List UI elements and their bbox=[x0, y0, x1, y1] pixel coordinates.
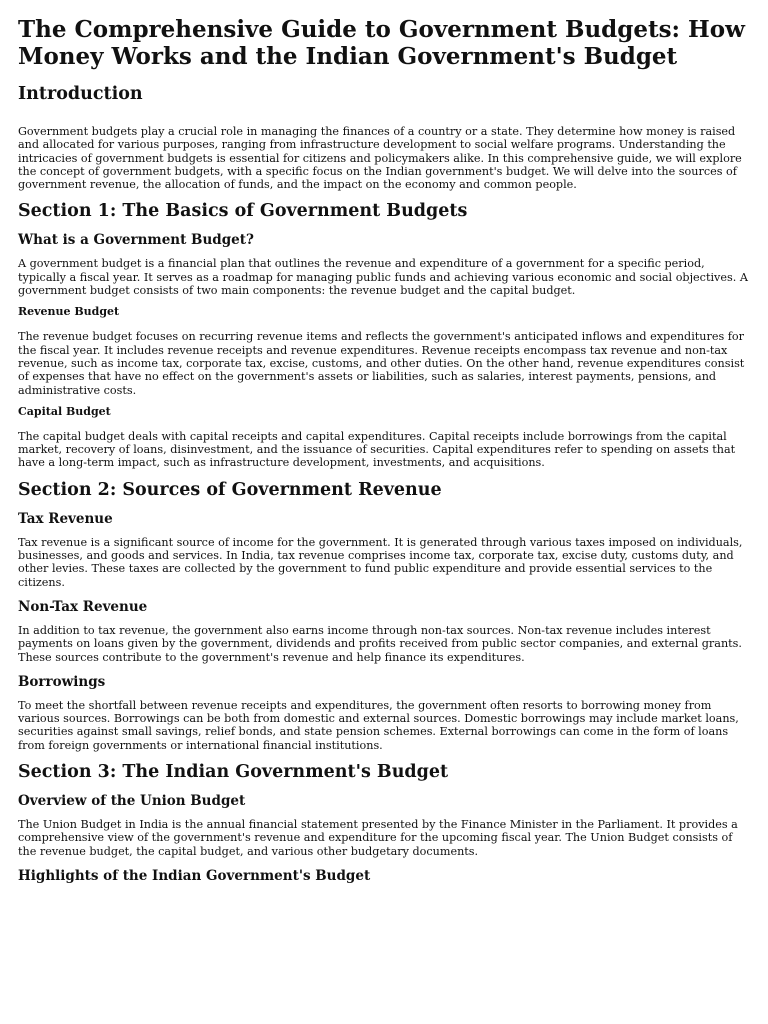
introduction-heading: Introduction bbox=[18, 84, 143, 104]
section-2-heading: Section 2: Sources of Government Revenue bbox=[18, 479, 442, 500]
tax-revenue-heading: Tax Revenue bbox=[18, 510, 113, 527]
borrowings-paragraph: To meet the shortfall between revenue receipts and expenditures, the government often resorts to borrowing money from various sources. Borrowings can be both from domestic and external sources. Domestic borrowings may include market loans, securities against small savings, relief bonds, and state pension schemes. External borrowings can come in the form of loans from foreign governments or international financial institutions. bbox=[18, 698, 739, 752]
section-1-heading: Section 1: The Basics of Government Budgets bbox=[18, 201, 468, 222]
borrowings-heading: Borrowings bbox=[18, 673, 106, 690]
what-is-budget-heading: What is a Government Budget? bbox=[18, 232, 254, 249]
non-tax-revenue-heading: Non-Tax Revenue bbox=[18, 598, 148, 615]
document-title: The Comprehensive Guide to Government Budgets: How Money Works and the Indian Government's Budget bbox=[18, 16, 745, 70]
capital-budget-heading: Capital Budget bbox=[18, 404, 111, 418]
introduction-paragraph: Government budgets play a crucial role in managing the finances of a country or a state. They determine how money is raised and allocated for various purposes, ranging from infrastructure development to social welfare programs. Understanding the intricacies of government budgets is essential for citizens and policymakers alike. In this comprehensive guide, we will explore the concept of government budgets, with a specific focus on the Indian government's budget. We will delve into the sources of government revenue, the allocation of funds, and the impact on the economy and common people. bbox=[18, 125, 742, 192]
revenue-budget-paragraph: The revenue budget focuses on recurring revenue items and reflects the government's anticipated inflows and expenditures for the fiscal year. It includes revenue receipts and revenue expenditures. Revenue receipts encompass tax revenue and non-tax revenue, such as income tax, corporate tax, excise, customs, and other duties. On the other hand, revenue expenditures consist of expenses that have no effect on the government's assets or liabilities, such as salaries, interest payments, pensions, and administrative costs. bbox=[18, 330, 745, 397]
what-is-budget-paragraph: A government budget is a financial plan that outlines the revenue and expenditure of a government for a specific period, typically a fiscal year. It serves as a roadmap for managing public funds and achieving various economic and social objectives. A government budget consists of two main components: the revenue budget and the capital budget. bbox=[18, 257, 748, 298]
capital-budget-paragraph: The capital budget deals with capital receipts and capital expenditures. Capital receipts include borrowings from the capital market, recovery of loans, disinvestment, and the issuance of securities. Capital expenditures refer to spending on assets that have a long-term impact, such as infrastructure development, investments, and acquisitions. bbox=[18, 429, 736, 470]
non-tax-revenue-paragraph: In addition to tax revenue, the government also earns income through non-tax sources. Non-tax revenue includes interest payments on loans given by the government, dividends and profits received from public sector companies, and external grants. These sources contribute to the government's revenue and help finance its expenditures. bbox=[18, 623, 742, 664]
tax-revenue-paragraph: Tax revenue is a significant source of income for the government. It is generated through various taxes imposed on individuals, businesses, and goods and services. In India, tax revenue comprises income tax, corporate tax, excise duty, customs duty, and other levies. These taxes are collected by the government to fund public expenditure and provide essential services to the citizens. bbox=[18, 535, 743, 589]
budget-highlights-heading: Highlights of the Indian Government's Budget bbox=[18, 867, 371, 884]
revenue-budget-heading: Revenue Budget bbox=[18, 305, 120, 319]
union-budget-overview-paragraph: The Union Budget in India is the annual financial statement presented by the Finance Minister in the Parliament. It provides a comprehensive view of the government's revenue and expenditure for the upcoming fiscal year. The Union Budget consists of the revenue budget, the capital budget, and various other budgetary documents. bbox=[18, 818, 738, 858]
union-budget-overview-heading: Overview of the Union Budget bbox=[18, 793, 246, 810]
section-3-heading: Section 3: The Indian Government's Budget bbox=[18, 762, 449, 783]
